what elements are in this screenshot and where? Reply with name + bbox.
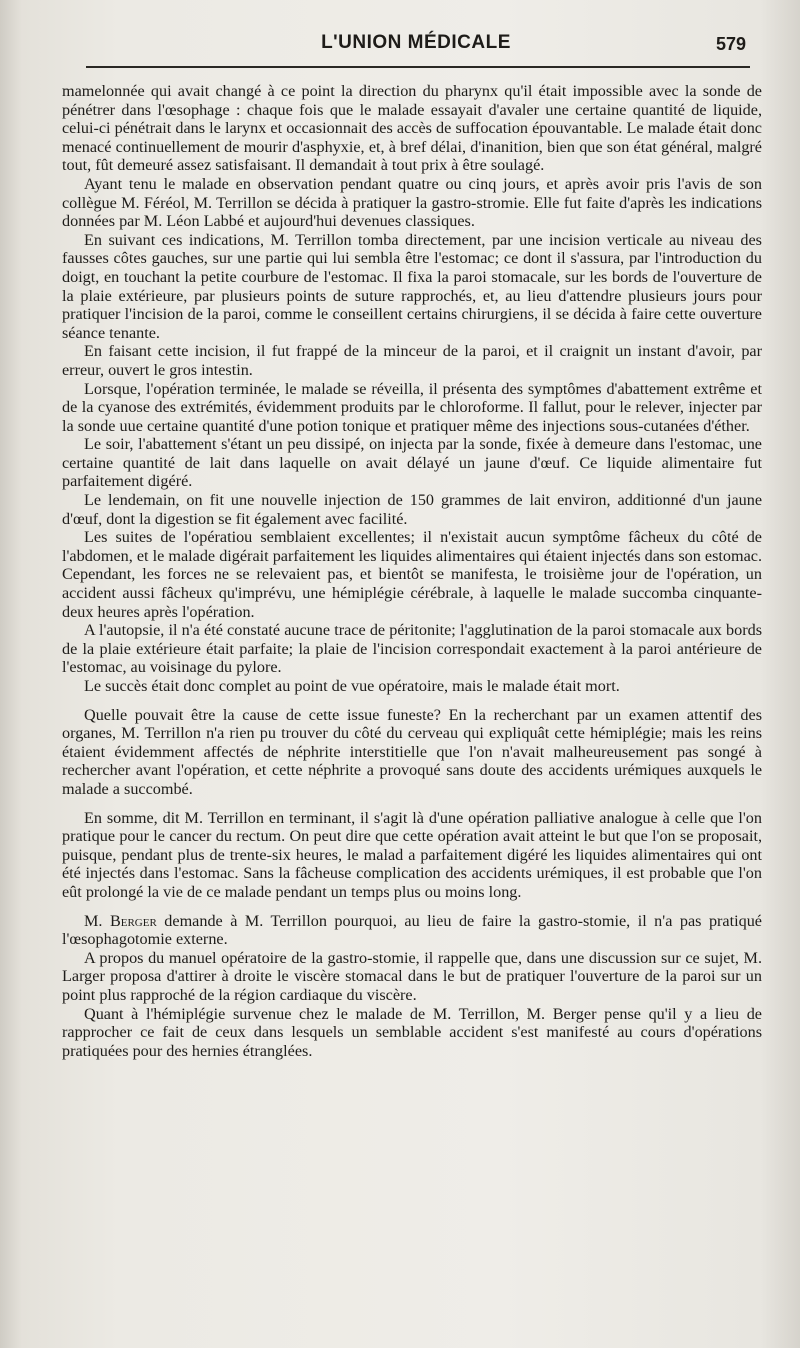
page-number: 579 (715, 34, 746, 54)
paragraph: En faisant cette incision, il fut frappé de la minceur de la paroi, et il craignit un instant d'avoir, par erreur, ouvert le gros intestin. (62, 342, 762, 379)
paragraph: Lorsque, l'opération terminée, le malade se réveilla, il présenta des symptômes d'abattement extrême et de la cyanose des extrémités, évidemment produits par le chloroforme. Il fallut, pour le relever, injecter par la sonde uue certaine quantité d'une potion tonique et pratiquer même des injections sous-cutanées d'éther. (62, 379, 762, 435)
paragraph: Le succès était donc complet au point de vue opératoire, mais le malade était mort. (84, 677, 620, 695)
paragraph: A propos du manuel opératoire de la gastro-stomie, il rappelle que, dans une discussion sur ce sujet, M. Larger proposa d'attirer à droite le viscère stomacal dans le but de pratiquer l'ouverture de la paroi sur un point plus rapproché de la région cardiaque du viscère. (62, 948, 762, 1004)
paragraph: A l'autopsie, il n'a été constaté aucune trace de péritonite; l'agglutination de la paroi stomacale aux bords de la plaie extérieure était parfaite; la plaie de l'incision correspondait exactement à la paroi antérieure de l'estomac, au voisinage du pylore. (62, 621, 762, 677)
paragraph: Ayant tenu le malade en observation pendant quatre ou cinq jours, et après avoir pris l'avis de son collègue M. Féréol, M. Terrillon se décida à pratiquer la gastro-stromie. Elle fut faite d'après les indications données par M. Léon Labbé et aujourd'hui devenues classiques. (62, 174, 762, 231)
paragraph: mamelonnée qui avait changé à ce point la direction du pharynx qu'il était impossible avec la sonde de pénétrer dans l'œsophage : chaque fois que le malade essayait d'avaler une certaine quantité de liquide, celui-ci pénétrait dans le larynx et occasionnait des accès de suffocation épouvantable. Le malade était donc menacé continuellement de mourir d'asphyxie, et, à bref délai, d'inanition, bien que son état général, malgré tout, fût demeuré assez satisfaisant. Il demandait à tout prix à être soulagé. (62, 82, 762, 175)
paragraph: En somme, dit M. Terrillon en terminant, il s'agit là d'une opération palliative analogue à celle que l'on pratique pour le cancer du rectum. On peut dire que cette opération avait atteint le but que l'on se proposait, puisque, pendant plus de trente-six heures, le malad a parfaitement digéré les liquides alimentaires qui ont été injectés dans l'estomac. Sans la fâcheuse complication des accidents urémiques, il est probable que l'on eût prolongé la vie de ce malade pendant un temps plus ou moins long. (62, 808, 762, 901)
paragraph: Quant à l'hémiplégie survenue chez le malade de M. Terrillon, M. Berger pense qu'il y a lieu de rapprocher ce fait de ceux dans lesquels un semblable accident s'est manifesté au cours d'opérations pratiquées pour des hernies étranglées. (62, 1004, 762, 1060)
berger-name: Berger (109, 911, 157, 930)
paragraph: En suivant ces indications, M. Terrillon tomba directement, par une incision verticale au niveau des fausses côtes gauches, sur une partie qui lui sembla être l'estomac; ce dont il s'assura, par l'introduction du doigt, en touchant la petite courbure de l'estomac. Il fixa la paroi stomacale, sur les bords de l'ouverture de la plaie extérieure, par plusieurs points de suture rapprochés, et, au lieu d'attendre plusieurs jours pour pratiquer l'incision de la paroi, comme le conseillent certains chirurgiens, il se décida à faire cette ouverture séance tenante. (62, 230, 762, 342)
paragraph: Quelle pouvait être la cause de cette issue funeste? En la recherchant par un examen attentif des organes, M. Terrillon n'a rien pu trouver du côté du cerveau qui expliquât cette hémiplégie; mais les reins étaient évidemment affectés de néphrite interstitielle que l'on n'avait malheureusement pas songé à rechercher avant l'opération, et cette néphrite a provoqué sans doute des accidents urémiques auxquels le malade a succombé. (62, 705, 762, 798)
journal-title: L'UNION MÉDICALE (321, 32, 511, 53)
berger-rest: demande à M. Terrillon pourquoi, au lieu de faire la gastro-stomie, il n'a pas pratiqué l'œsophagotomie externe. (62, 911, 762, 949)
page-header (86, 30, 746, 60)
berger-prefix: M. (84, 911, 110, 930)
header-rule (86, 66, 750, 68)
paragraph: Le lendemain, on fit une nouvelle injection de 150 grammes de lait environ, additionné d'un jaune d'œuf, dont la digestion se fit également avec facilité. (62, 491, 762, 528)
paragraph: Le soir, l'abattement s'étant un peu dissipé, on injecta par la sonde, fixée à demeure dans l'estomac, une certaine quantité de lait dans laquelle on avait délayé un jaune d'œuf. Ce liquide alimentaire fut parfaitement digéré. (62, 435, 762, 491)
paragraph: Les suites de l'opératiou semblaient excellentes; il n'existait aucun symptôme fâcheux du côté de l'abdomen, et le malade digérait parfaitement les liquides alimentaires qui étaient injectés dans son estomac. Cependant, les forces ne se relevaient pas, et bientôt se manifesta, le troisième jour de l'opération, un accident aussi fâcheux qu'imprévu, une hémiplégie cérébrale, à laquelle le malade succomba cinquante-deux heures après l'opération. (62, 528, 762, 621)
berger-paragraph (62, 912, 762, 949)
article-body (62, 82, 762, 1060)
